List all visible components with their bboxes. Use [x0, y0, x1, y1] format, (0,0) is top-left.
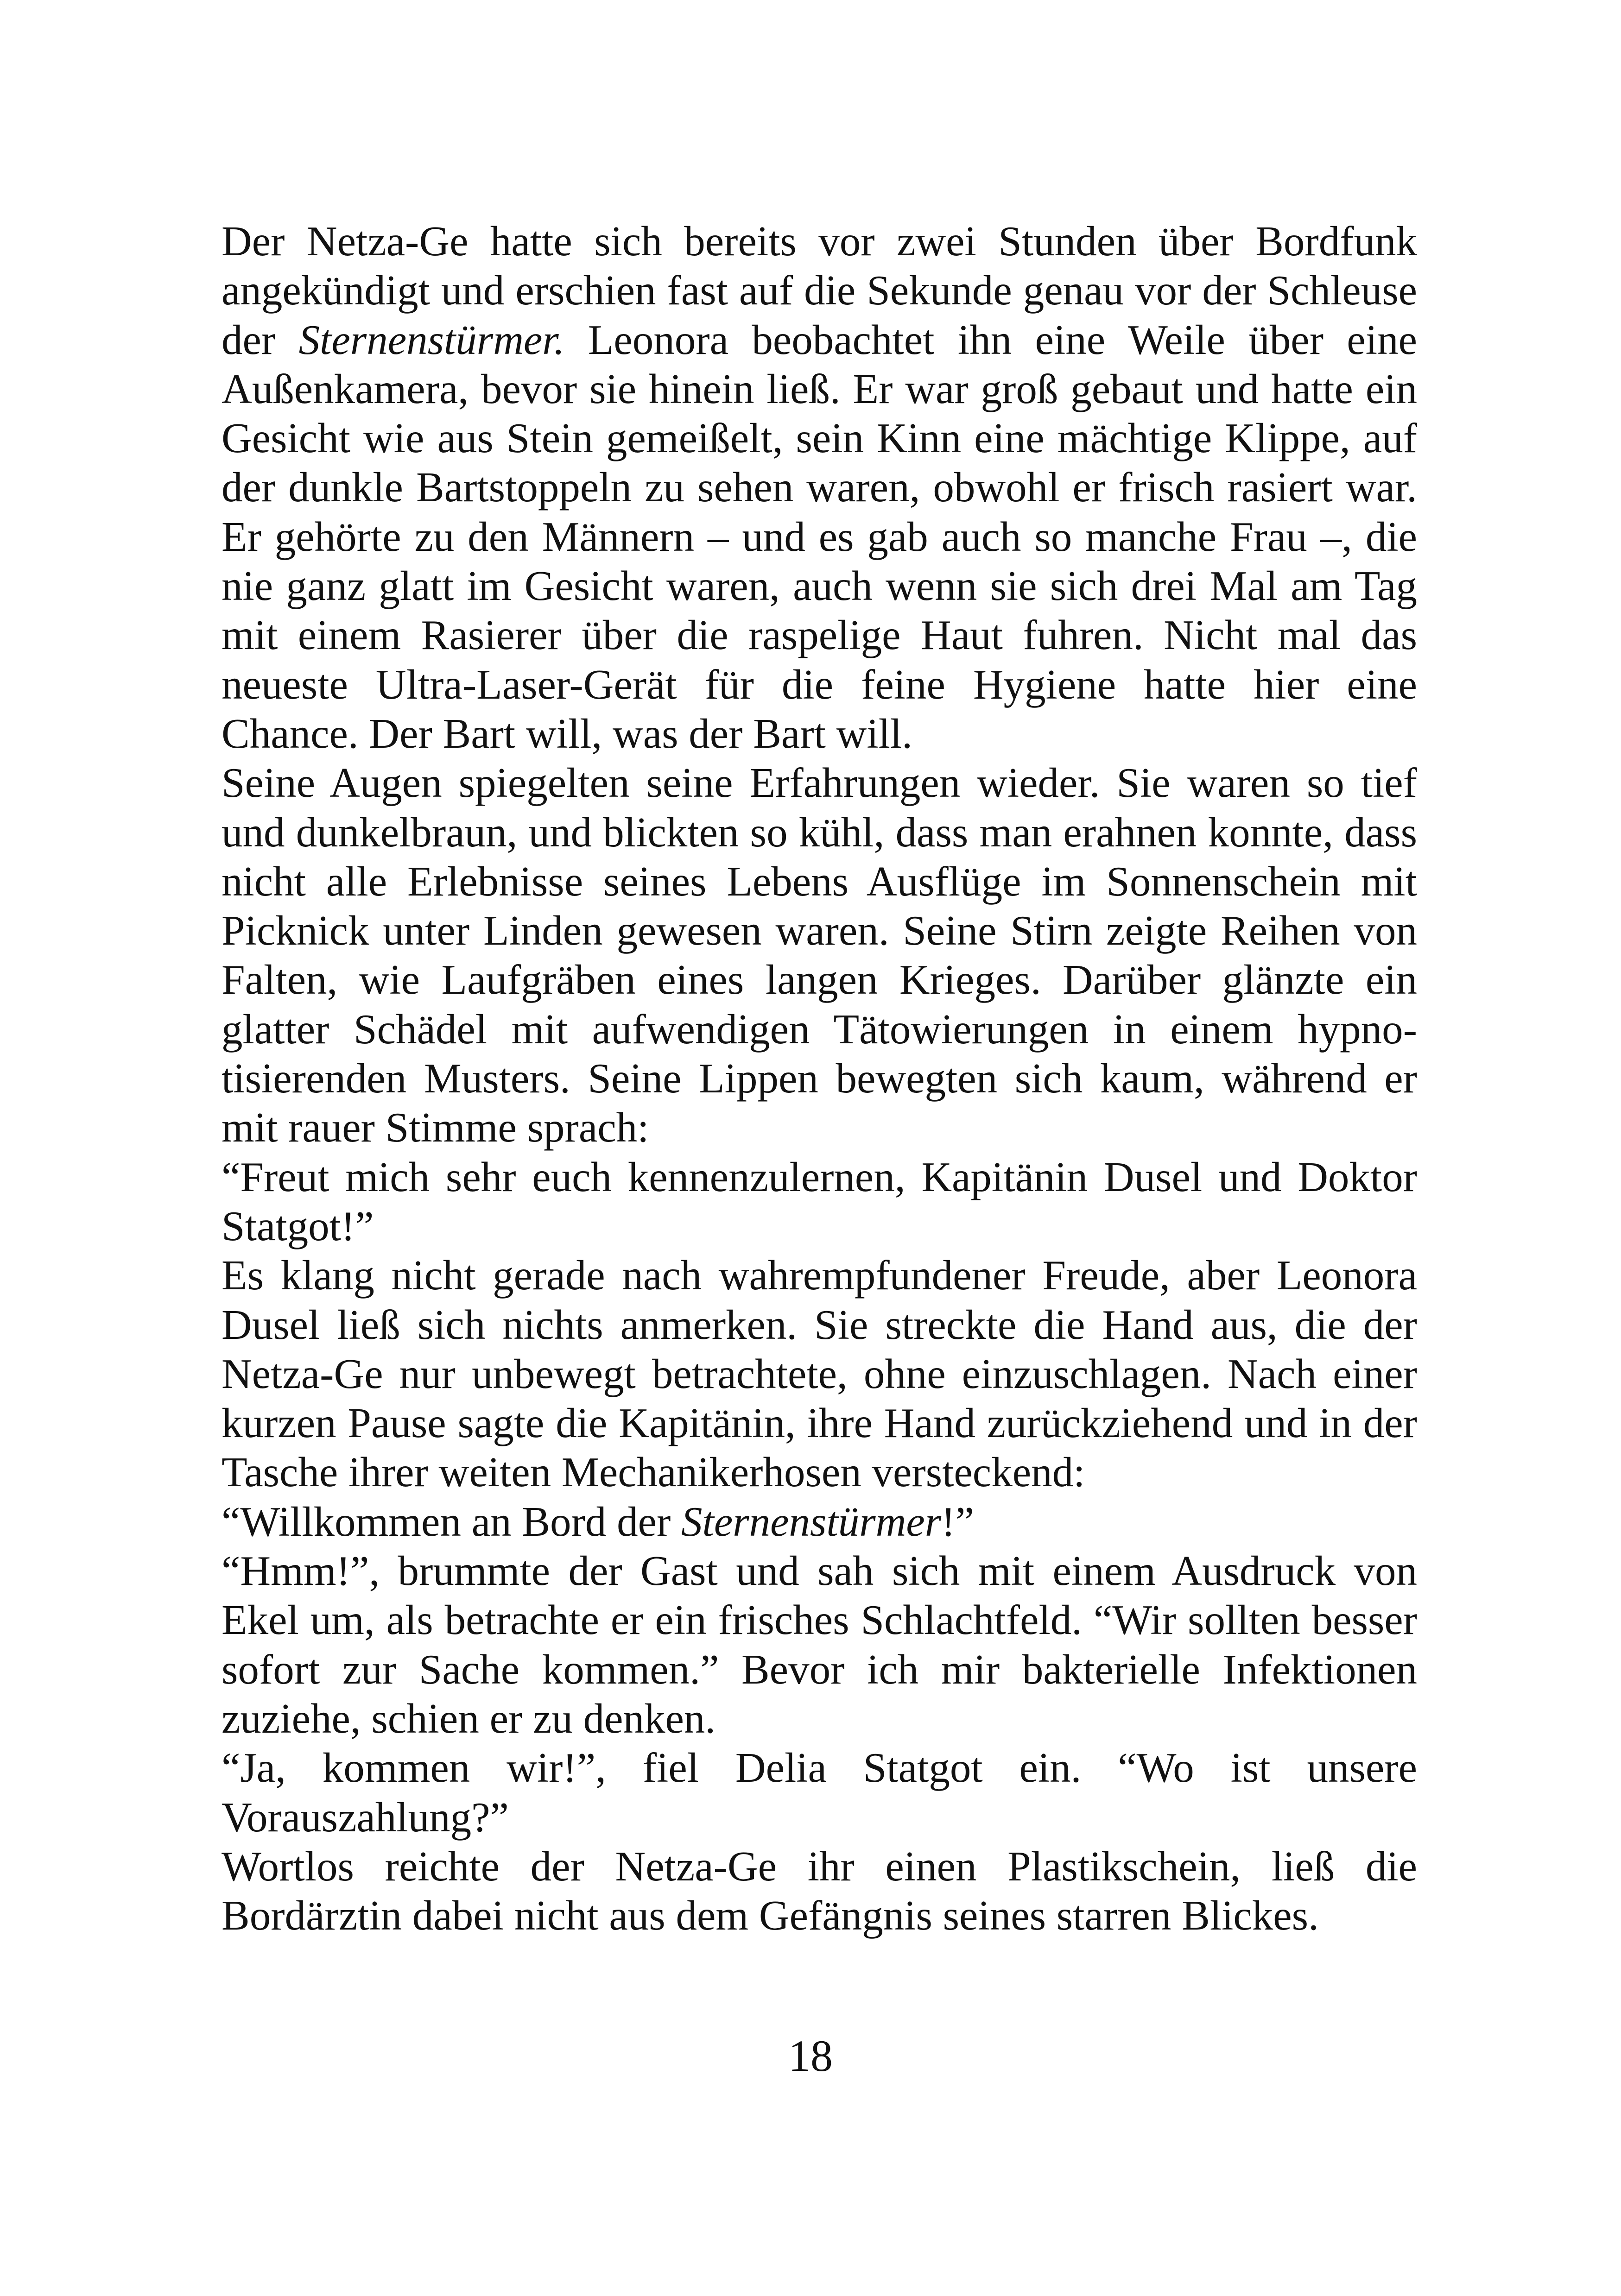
- paragraph-4-text: Es klang nicht gerade nach wahrempfundener Freude, aber Leonora Dusel ließ sich nichts anmerken. Sie streckte die Hand aus, die der Netza-Ge nur unbewegt betrachtete, ohne einzuschlagen. Nach einer kurzen Pause sagte die Kapitänin, ihre Hand zurückziehend und in der Tasche ihrer weiten Mechanikerhosen versteckend:: [222, 1252, 1417, 1496]
- paragraph-1: [222, 217, 1417, 758]
- paragraph-6-text: “Hmm!”, brummte der Gast und sah sich mit einem Ausdruck von Ekel um, als betrachte er ein frisches Schlachtfeld. “Wir sollten besser sofort zur Sache kommen.” Bevor ich mir bakterielle Infektionen zuziehe, schien er zu denken.: [222, 1547, 1417, 1742]
- paragraph-3-text: “Freut mich sehr euch kennenzulernen, Kapitänin Dusel und Doktor Statgot!”: [222, 1153, 1417, 1249]
- paragraph-1-segment-1: Der Netza-Ge hatte sich bereits vor zwei Stunden über Bordfunk angekündigt und erschien fast auf die Sekunde genau vor der Schleuse der: [222, 218, 1417, 363]
- page-number: 18: [788, 2031, 833, 2081]
- paragraph-5-segment-3: !”: [941, 1498, 974, 1545]
- paragraph-7: [222, 1743, 1417, 1842]
- paragraph-6: [222, 1546, 1417, 1743]
- body-text: [222, 217, 1417, 1940]
- paragraph-2: [222, 758, 1417, 1152]
- paragraph-3: [222, 1153, 1417, 1251]
- paragraph-8-text: Wortlos reichte der Netza-Ge ihr einen Plastikschein, ließ die Bordärztin dabei nicht aus dem Gefängnis seines starren Blickes.: [222, 1842, 1417, 1939]
- paragraph-1-segment-3: Leonora beobachtet ihn eine Weile über eine Außenkamera, bevor sie hinein ließ. Er war groß gebaut und hatte ein Gesicht wie aus Stein gemeißelt, sein Kinn eine mächtige Klippe, auf der dunkle Bartstoppeln zu sehen waren, obwohl er frisch rasiert war. Er gehörte zu den Männern – und es gab auch so manche Frau –, die nie ganz glatt im Gesicht waren, auch wenn sie sich drei Mal am Tag mit einem Rasierer über die raspelige Haut fuhren. Nicht mal das neueste Ultra-Laser-Gerät für die feine Hygiene hatte hier eine Chance. Der Bart will, was der Bart will.: [222, 316, 1417, 757]
- paragraph-8: [222, 1842, 1417, 1941]
- paragraph-2-text: Seine Augen spiegelten seine Erfahrungen wieder. Sie waren so tief und dunkelbraun, und blickten so kühl, dass man erahnen konnte, dass nicht alle Erlebnisse seines Lebens Ausflüge im Sonnenschein mit Picknick unter Linden gewesen waren. Seine Stirn zeigte Reihen von Falten, wie Laufgräben eines langen Krieges. Darüber glänzte ein glatter Schädel mit aufwendigen Tätowierungen in einem hypnotisierenden Musters. Seine Lippen bewegten sich kaum, während er mit rauer Stimme sprach:: [222, 759, 1417, 1151]
- paragraph-7-text: “Ja, kommen wir!”, fiel Delia Statgot ein. “Wo ist unsere Vorauszahlung?”: [222, 1744, 1417, 1841]
- paragraph-5-segment-1: “Willkommen an Bord der: [222, 1498, 682, 1545]
- ship-name-italic: Sternenstürmer: [681, 1498, 942, 1545]
- paragraph-5: [222, 1497, 1417, 1546]
- paragraph-4: [222, 1251, 1417, 1497]
- ship-name-italic: Sternenstürmer.: [298, 316, 565, 363]
